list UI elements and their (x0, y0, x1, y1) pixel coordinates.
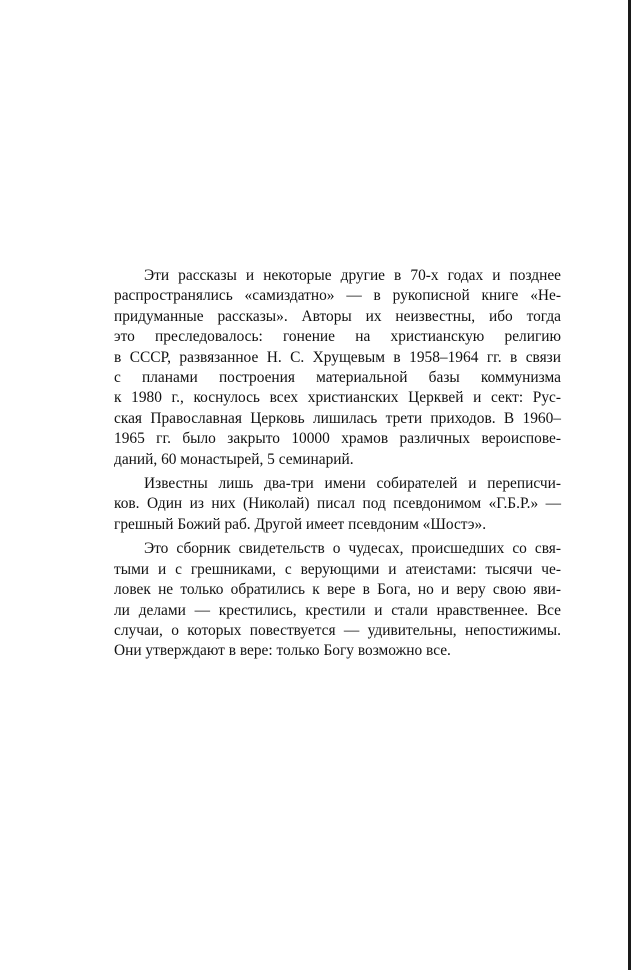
text-line: к 1980 г., коснулось всех христианских Церквей и сект: Рус- (114, 389, 561, 407)
text-line: даний, 60 монастырей, 5 семинарий. (114, 450, 354, 468)
text-block (84, 266, 561, 662)
text-line: распространялись «самиздатно» — в рукописной книге «Не- (114, 287, 561, 305)
paragraph-1 (84, 266, 561, 470)
text-line: тыми и с грешниками, с верующими и атеистами: тысячи че- (114, 560, 561, 578)
paragraph-2 (84, 474, 561, 535)
text-line: ли делами — крестились, крестили и стали нравственнее. Все (114, 601, 561, 619)
text-line: это преследовалось: гонение на христианскую религию (114, 328, 561, 346)
text-line: в СССР, развязанное Н. С. Хрущевым в 1958–1964 гг. в связи (114, 348, 561, 366)
text-line: 1965 гг. было закрыто 10000 храмов различных вероиспове- (114, 430, 561, 448)
text-line: придуманные рассказы». Авторы их неизвестны, ибо тогда (114, 307, 561, 325)
text-line: Они утверждают в вере: только Богу возможно все. (114, 642, 451, 660)
text-line: ков. Один из них (Николай) писал под псевдонимом «Г.Б.Р.» — (114, 495, 561, 513)
text-line: Это сборник свидетельств о чудесах, происшедших со свя- (144, 540, 561, 558)
text-line: Эти рассказы и некоторые другие в 70-х годах и позднее (144, 267, 561, 284)
text-line: с планами построения материальной базы коммунизма (114, 369, 561, 387)
paragraph-3 (84, 539, 561, 661)
text-line: грешный Божий раб. Другой имеет псевдоним «Шостэ». (114, 515, 487, 533)
text-line: случаи, о которых повествуется — удивительны, непостижимы. (114, 621, 561, 639)
text-line: Известны лишь два-три имени собирателей и переписчи- (144, 475, 561, 493)
text-line: ловек не только обратились к вере в Бога, но и веру свою яви- (114, 581, 561, 599)
text-line: ская Православная Церковь лишилась трети приходов. В 1960– (114, 409, 561, 427)
